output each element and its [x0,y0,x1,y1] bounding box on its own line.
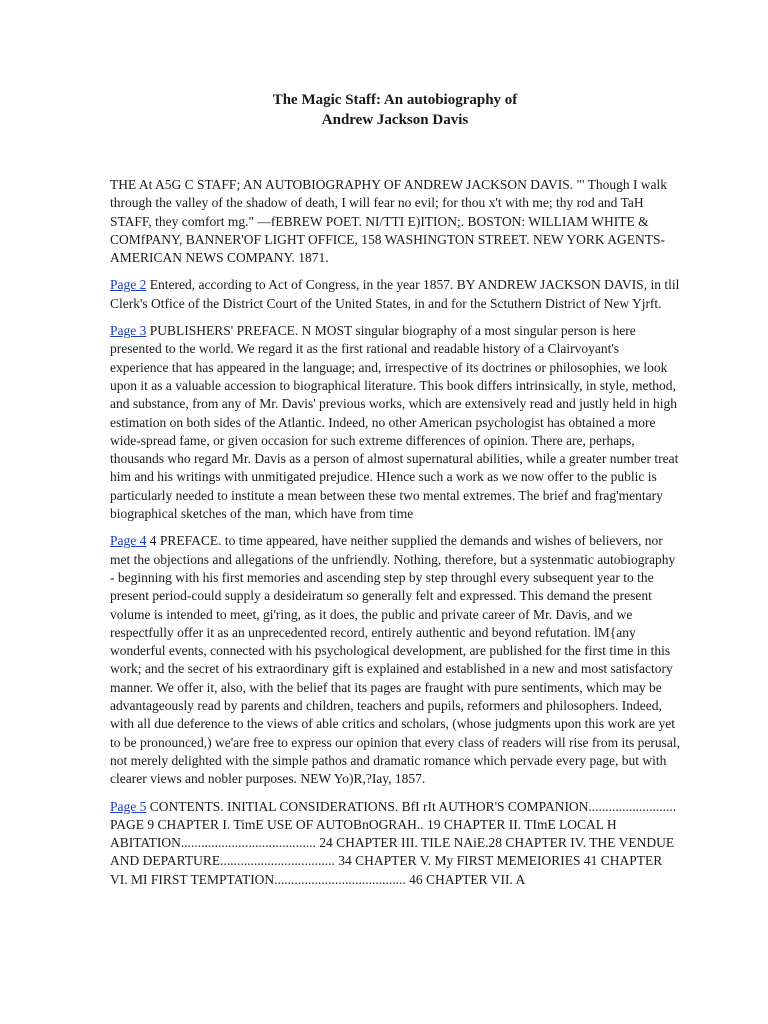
page-3-link[interactable]: Page 3 [110,323,147,339]
page-5-paragraph [110,798,680,889]
document-title [110,90,680,130]
page-4-paragraph [110,532,680,788]
title-page-paragraph [110,176,680,267]
paragraph-text: CONTENTS. INITIAL CONSIDERATIONS. BfI rIt AUTHOR'S COMPANION.......................... PAGE 9 CHAPTER I. TimE USE OF AUTOBnOGRAH.. 19 CHAPTER II. TImE LOCAL H ABITATION........................................ 24 CHAPTER III. TILE NAiE.28 CHAPTER IV. THE VENDUE AND DEPARTURE.................................. 34 CHAPTER V. My FIRST MEMEIORIES 41 CHAPTER VI. MI FIRST TEMPTATION....................................... 46 CHAPTER VII. A [110,798,677,887]
title-line-1: The Magic Staff: An autobiography of [272,92,518,108]
title-line-2: Andrew Jackson Davis [321,112,469,128]
page-2-link[interactable]: Page 2 [110,277,147,293]
paragraph-text: Entered, according to Act of Congress, in the year 1857. BY ANDREW JACKSON DAVIS, in tlil Clerk's Otfice of the District Court of the United States, in and for the Sctuthern District of New Yjrft. [110,277,680,311]
page-2-paragraph [110,276,680,313]
page-3-paragraph [110,322,680,523]
page-5-link[interactable]: Page 5 [110,798,147,814]
paragraph-text: THE At A5G C STAFF; AN AUTOBIOGRAPHY OF ANDREW JACKSON DAVIS. "' Though I walk through the valley of the shadow of death, I will fear no evil; for thou x't with me; thy rod and TaH STAFF, they comfort mg." —fEBREW POET. NI/TTI E)ITION;. BOSTON: WILLIAM WHITE & COMfPANY, BANNER'OF LIGHT OFFICE, 158 WASHINGTON STREET. NEW YORK AGENTS-AMERICAN NEWS COMPANY. 1871. [110,177,668,266]
paragraph-text: PUBLISHERS' PREFACE. N MOST singular biography of a most singular person is here presented to the world. We regard it as the first rational and readable history of a Clairvoyant's experience that has appeared in the language; and, irrespective of its doctrines or philosophies, we look upon it as a valuable accession to biographical literature. This book differs intrinsically, in style, method, and substance, from any of Mr. Davis' previous works, which are extensively read and justly held in high estimation on both sides of the Atlantic. Indeed, no other American psychologist has obtained a more wide-spread fame, or given occasion for such extreme differences of opinion. There are, perhaps, thousands who regard Mr. Davis as a person of almost supernatural abilities, while a greater number treat him and his writings with unmitigated prejudice. HIence such a work as we now offer to the public is particularly needed to institute a mean between these two mental extremes. The brief and frag'mentary biographical sketches of the man, which have from time [110,323,679,522]
page-4-link[interactable]: Page 4 [110,533,147,549]
paragraph-text: 4 PREFACE. to time appeared, have neither supplied the demands and wishes of believers, nor met the objections and allegations of the unfriendly. Nothing, therefore, but a systenmatic autobiography - beginning with his first memories and ascending step by step throughl every subsequent year to the present period-could supply a desideiratum so generally felt and expressed. This demand the present volume is intended to meet, gi'ring, as it does, the public and private career of Mr. Davis, and we respectfully offer it as an unprecedented record, entirely authentic and beyond refutation. lM{any wonderful events, connected with his psychological development, are published for the first time in this work; and the secret of his extraordinary gift is explained and established in a new and most satisfactory manner. We offer it, also, with the belief that its pages are fraught with pure sentiments, which may be advantageously read by parents and children, teachers and pupils, reformers and philosophers. Indeed, with all due deference to the views of able critics and scholars, (whose judgments upon this work are yet to be pronounced,) we'are free to express our opinion that every class of readers will rise from its perusal, not merely delighted with the simple pathos and dramatic romance which pervade every page, but with clearer views and nobler purposes. NEW Yo)R,?Iay, 1857. [110,533,680,787]
document-page [110,90,680,898]
